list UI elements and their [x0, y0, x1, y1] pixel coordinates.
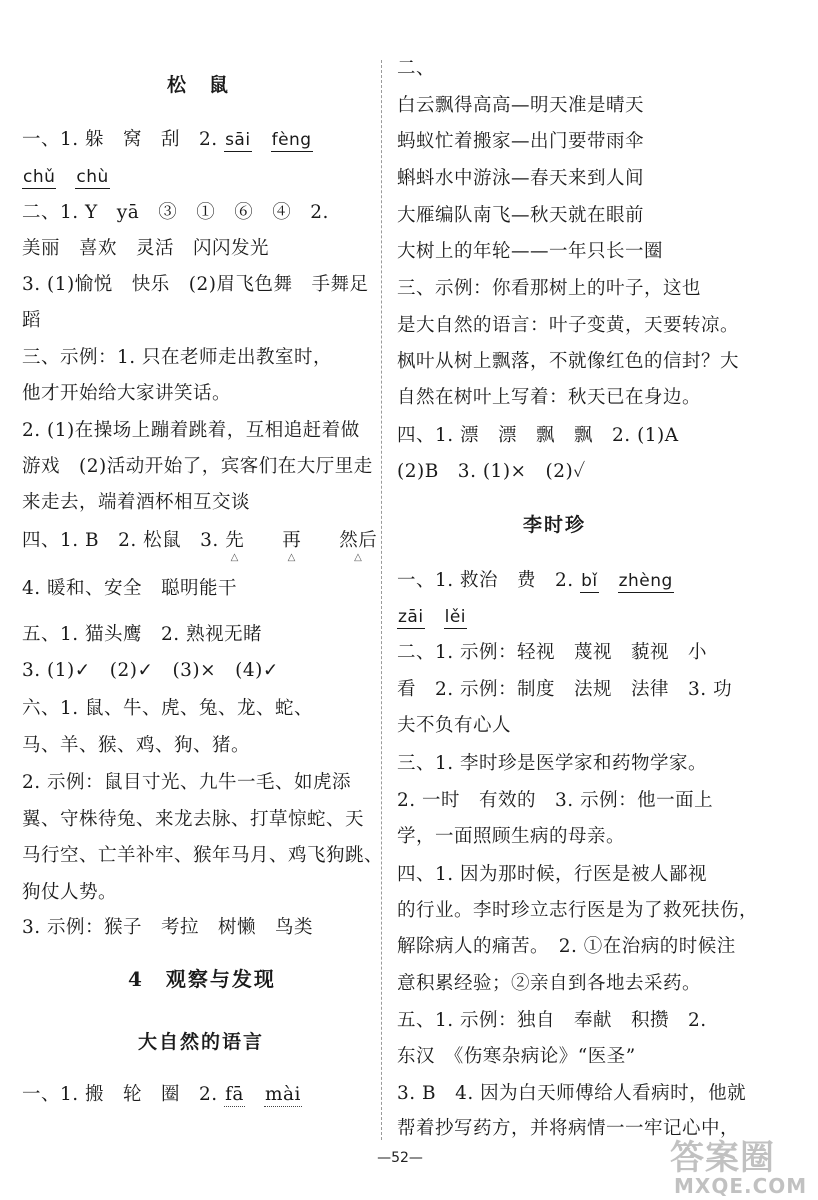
answer-line: 五、1. 示例：独自 奉献 积攒 2. — [397, 1010, 707, 1031]
answer-line: 蝌蚪水中游泳—春天来到人间 — [397, 168, 645, 189]
answer-line: 马行空、亡羊补牢、猴年马月、鸡飞狗跳、 — [22, 845, 384, 866]
answer-line: 2. 一时 有效的 3. 示例：他一面上 — [397, 790, 714, 811]
answer-line: 学，一面照顾生病的母亲。 — [397, 826, 626, 847]
column-divider — [381, 60, 382, 1140]
answer-line: 五、1. 猫头鹰 2. 熟视无睹 — [22, 624, 263, 645]
answer-line: 一、1. 搬 轮 圈 2. fā mài — [22, 1084, 301, 1105]
answer-line: 蹈 — [22, 310, 42, 331]
answer-line: 马、羊、猴、鸡、狗、猪。 — [22, 735, 251, 756]
answer-line — [22, 164, 110, 190]
watermark-logo — [660, 1130, 810, 1198]
answer-line: 他才开始给大家讲笑话。 — [22, 383, 232, 404]
answer-line: 二、 — [397, 58, 436, 79]
unit-title: 4 观察与发现 — [128, 967, 276, 991]
answer-line: 四、1. B 2. 松鼠 3. 先 △ 再 △ 然后 △ — [22, 528, 377, 554]
pinyin-dotted: fā — [225, 1084, 244, 1105]
answer-line: 3. 示例：猴子 考拉 树懒 鸟类 — [22, 917, 314, 938]
answer-line: 四、1. 漂 漂 飘 飘 2. (1)A — [397, 425, 679, 446]
pinyin-dotted: mài — [264, 1084, 301, 1105]
answer-line: 三、示例：你看那树上的叶子，这也 — [397, 278, 702, 299]
pinyin-underlined: chǔ — [23, 167, 56, 187]
answer-line: 意积累经验；②亲自到各地去采药。 — [397, 973, 702, 994]
pinyin-underlined: sāi — [225, 130, 251, 150]
watermark-url: MXQE.COM — [674, 1174, 808, 1198]
answer-line: 狗仗人势。 — [22, 882, 118, 903]
answer-line: 3. (1)愉悦 快乐 (2)眉飞色舞 手舞足 — [22, 274, 369, 295]
answer-line: 翼、守株待兔、来龙去脉、打草惊蛇、天 — [22, 809, 365, 830]
marked-word: 然后 △ — [339, 528, 377, 554]
answer-line: 蚂蚁忙着搬家—出门要带雨伞 — [397, 131, 645, 152]
watermark-text: 答案圈 — [670, 1138, 775, 1178]
answer-line: 一、1. 救治 费 2. bǐ zhèng — [397, 570, 673, 591]
answer-line: 的行业。李时珍立志行医是为了救死扶伤， — [397, 900, 759, 921]
answer-line: 东汉 《伤寒杂病论》“医圣” — [397, 1046, 636, 1067]
answer-line: 自然在树叶上写着：秋天已在身边。 — [397, 387, 702, 408]
answer-line: 看 2. 示例：制度 法规 法律 3. 功 — [397, 679, 733, 700]
answer-line: 2. 示例：鼠目寸光、九牛一毛、如虎添 — [22, 772, 352, 793]
answer-line: 3. (1)✓ (2)✓ (3)× (4)✓ — [22, 660, 279, 681]
answer-line: 3. B 4. 因为白天师傅给人看病时，他就 — [397, 1083, 747, 1104]
answer-line: 枫叶从树上飘落，不就像红色的信封？大 — [397, 351, 740, 372]
section-title-daziran: 大自然的语言 — [138, 1031, 265, 1053]
answer-line: 是大自然的语言：叶子变黄，天要转凉。 — [397, 315, 740, 336]
answer-line: 白云飘得高高—明天准是晴天 — [397, 95, 645, 116]
answer-line: 帮着抄写药方，并将病情一一牢记心中， — [397, 1118, 740, 1139]
answer-line: 六、1. 鼠、牛、虎、兔、龙、蛇、 — [22, 698, 314, 719]
answer-line: 2. (1)在操场上蹦着跳着，互相追赶着做 — [22, 420, 360, 441]
answer-line: 三、示例：1. 只在老师走出教室时， — [22, 347, 333, 368]
answer-line: 一、1. 躲 窝 刮 2. sāi fèng — [22, 129, 312, 150]
answer-line: 大树上的年轮——一年只长一圈 — [397, 241, 664, 262]
answer-line: 来走去，端着酒杯相互交谈 — [22, 492, 251, 513]
answer-line: 二、1. Y yā ③ ① ⑥ ④ 2. — [22, 202, 329, 223]
answer-line: 解除病人的痛苦。 2. ①在治病的时候注 — [397, 936, 736, 957]
answer-line: 游戏 (2)活动开始了，宾客们在大厅里走 — [22, 456, 373, 477]
answer-line: 三、1. 李时珍是医学家和药物学家。 — [397, 753, 708, 774]
pinyin-underlined: bǐ — [581, 571, 598, 591]
answer-line: 4. 暖和、安全 聪明能干 — [22, 578, 238, 599]
pinyin-underlined: zāi — [398, 607, 424, 627]
pinyin-underlined: fèng — [271, 130, 312, 150]
answer-line: (2)B 3. (1)× (2)✓ — [397, 461, 586, 482]
pinyin-underlined: zhèng — [618, 571, 673, 591]
answer-line — [397, 604, 467, 630]
marked-word: 先 △ — [225, 528, 244, 554]
page-number: —52— — [377, 1150, 423, 1166]
marked-word: 再 △ — [282, 528, 301, 554]
answer-line: 大雁编队南飞—秋天就在眼前 — [397, 205, 645, 226]
answer-line: 美丽 喜欢 灵活 闪闪发光 — [22, 238, 270, 259]
pinyin-underlined: lěi — [444, 607, 466, 627]
pinyin-underlined: chù — [76, 167, 109, 187]
section-title-lishizhen: 李时珍 — [523, 514, 587, 536]
answer-line: 四、1. 因为那时候，行医是被人鄙视 — [397, 864, 708, 885]
answer-line: 夫不负有心人 — [397, 715, 512, 736]
answer-line: 二、1. 示例：轻视 蔑视 藐视 小 — [397, 642, 708, 663]
section-title-songshu: 松 鼠 — [167, 74, 231, 96]
